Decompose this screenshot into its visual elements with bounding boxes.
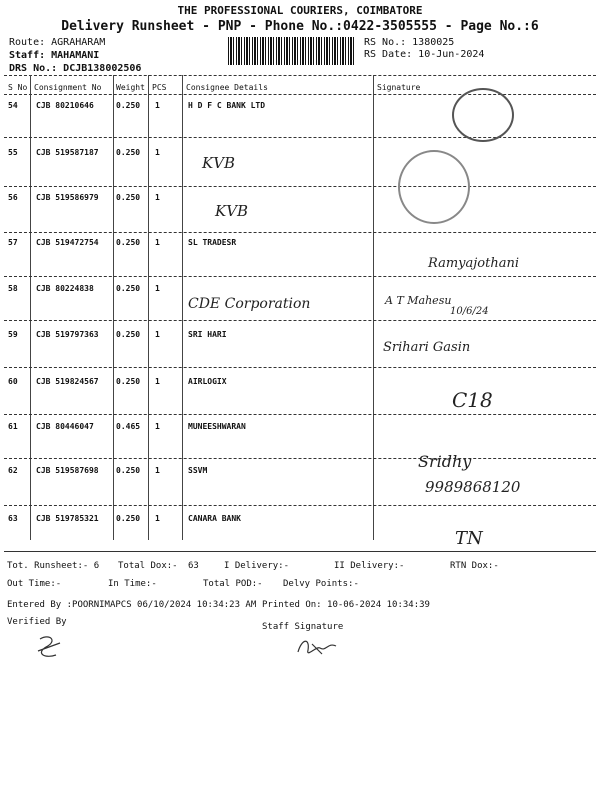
- row-consignee: SL TRADESR: [188, 238, 237, 247]
- header-rule: [4, 94, 596, 95]
- row-sno: 63: [8, 514, 18, 523]
- row-rule: [4, 232, 596, 233]
- handwritten-consignee: KVB: [202, 154, 236, 172]
- handwritten-signature: Srihari Gasin: [383, 340, 471, 355]
- row-rule: [4, 186, 596, 187]
- staff-signature: Staff Signature: [262, 622, 344, 632]
- printed-on: Printed On: 10-06-2024 10:34:39: [262, 600, 430, 610]
- col-header-consignment: Consignment No: [34, 83, 102, 92]
- row-sno: 58: [8, 284, 18, 293]
- entered-by: Entered By :POORNIMAPCS 06/10/2024 10:34:23 AM: [7, 600, 257, 610]
- row-consignment: CJB 519824567: [36, 377, 99, 386]
- total-pod: Total POD:-: [203, 579, 263, 589]
- col-header-weight: Weight: [116, 83, 145, 92]
- bank-stamp: [452, 88, 514, 142]
- row-consignee: H D F C BANK LTD: [188, 101, 266, 110]
- row-consignment: CJB 519472754: [36, 238, 99, 247]
- row-pcs: 1: [155, 466, 160, 475]
- row-rule: [4, 367, 596, 368]
- row-weight: 0.250: [116, 238, 141, 247]
- row-sno: 62: [8, 466, 18, 475]
- col-header-sno: S No: [8, 83, 28, 92]
- staff-label: Staff: MAHAMANI: [9, 50, 100, 61]
- table-top-rule: [4, 75, 596, 76]
- row-sno: 54: [8, 101, 18, 110]
- col-divider: [182, 75, 183, 540]
- row-weight: 0.250: [116, 193, 141, 202]
- row-sno: 57: [8, 238, 18, 247]
- staff-signature-mark: [292, 634, 342, 662]
- handwritten-signature: C18: [452, 388, 493, 412]
- row-pcs: 1: [155, 330, 160, 339]
- rtn-dox: RTN Dox:-: [450, 561, 499, 571]
- verified-by: Verified By: [7, 617, 67, 627]
- row-consignment: CJB 519587698: [36, 466, 99, 475]
- delvy-points: Delvy Points:-: [283, 579, 359, 589]
- row-consignment: CJB 80446047: [36, 422, 94, 431]
- table-bottom-rule: [4, 551, 596, 552]
- col-divider: [30, 75, 31, 540]
- company-title: THE PROFESSIONAL COURIERS, COIMBATORE: [177, 4, 423, 17]
- row-consignment: CJB 519586979: [36, 193, 99, 202]
- row-consignee: SRI HARI: [188, 330, 227, 339]
- row-consignment: CJB 80210646: [36, 101, 94, 110]
- row-pcs: 1: [155, 238, 160, 247]
- i-delivery: I Delivery:-: [224, 561, 290, 571]
- bank-stamp: [398, 150, 470, 224]
- row-rule: [4, 414, 596, 415]
- row-rule: [4, 276, 596, 277]
- handwritten-signature: Sridhy: [418, 452, 472, 471]
- col-header-pcs: PCS: [152, 83, 167, 92]
- route-label: Route: AGRAHARAM: [9, 37, 106, 48]
- rs-date: RS Date: 10-Jun-2024: [364, 49, 485, 60]
- row-sno: 60: [8, 377, 18, 386]
- row-consignment: CJB 80224838: [36, 284, 94, 293]
- in-time: In Time:-: [108, 579, 157, 589]
- row-sno: 55: [8, 148, 18, 157]
- row-consignment: CJB 519797363: [36, 330, 99, 339]
- row-rule: [4, 320, 596, 321]
- row-consignment: CJB 519785321: [36, 514, 99, 523]
- barcode: [228, 37, 355, 65]
- handwritten-consignee: CDE Corporation: [188, 296, 311, 312]
- out-time: Out Time:-: [7, 579, 62, 589]
- total-dox-label: Total Dox:-: [118, 561, 178, 571]
- handwritten-consignee: KVB: [215, 202, 249, 220]
- row-weight: 0.250: [116, 148, 141, 157]
- row-consignee: SSVM: [188, 466, 208, 475]
- row-weight: 0.465: [116, 422, 141, 431]
- row-consignee: MUNEESHWARAN: [188, 422, 246, 431]
- row-pcs: 1: [155, 284, 160, 293]
- verifier-signature-mark: [30, 633, 70, 663]
- row-rule: [4, 505, 596, 506]
- row-rule: [4, 137, 596, 138]
- handwritten-signature: A T Mahesu: [385, 294, 452, 307]
- ii-delivery: II Delivery:-: [334, 561, 405, 571]
- row-weight: 0.250: [116, 284, 141, 293]
- row-weight: 0.250: [116, 514, 141, 523]
- handwritten-signature: Ramyajothani: [428, 256, 519, 271]
- drs-number: DRS No.: DCJB138002506: [9, 63, 142, 74]
- col-header-signature: Signature: [377, 83, 421, 92]
- row-rule: [4, 458, 596, 459]
- row-weight: 0.250: [116, 330, 141, 339]
- row-sno: 56: [8, 193, 18, 202]
- row-pcs: 1: [155, 101, 160, 110]
- row-consignee: CANARA BANK: [188, 514, 241, 523]
- row-weight: 0.250: [116, 101, 141, 110]
- handwritten-phone: 9989868120: [425, 478, 521, 496]
- row-pcs: 1: [155, 193, 160, 202]
- row-weight: 0.250: [116, 377, 141, 386]
- col-header-consignee: Consignee Details: [186, 83, 268, 92]
- runsheet-subtitle: Delivery Runsheet - PNP - Phone No.:0422-3505555 - Page No.:6: [61, 19, 539, 34]
- handwritten-date: 10/6/24: [450, 306, 489, 317]
- total-dox-value: 63: [188, 561, 199, 571]
- row-pcs: 1: [155, 422, 160, 431]
- row-pcs: 1: [155, 514, 160, 523]
- row-weight: 0.250: [116, 466, 141, 475]
- row-pcs: 1: [155, 148, 160, 157]
- col-divider: [373, 75, 374, 540]
- row-consignment: CJB 519587187: [36, 148, 99, 157]
- handwritten-signature: TN: [455, 528, 483, 549]
- row-sno: 59: [8, 330, 18, 339]
- tot-runsheet: Tot. Runsheet:- 6: [7, 561, 100, 571]
- row-sno: 61: [8, 422, 18, 431]
- row-pcs: 1: [155, 377, 160, 386]
- rs-number: RS No.: 1380025: [364, 37, 455, 48]
- col-divider: [148, 75, 149, 540]
- col-divider: [113, 75, 114, 540]
- row-consignee: AIRLOGIX: [188, 377, 227, 386]
